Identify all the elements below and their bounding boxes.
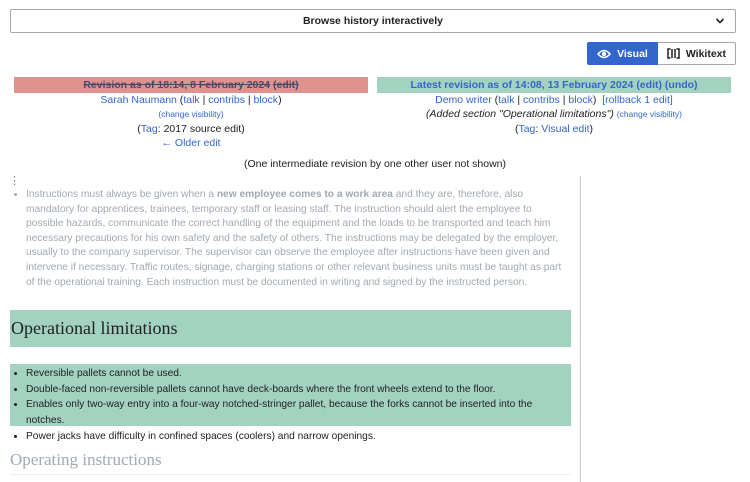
diff-divider bbox=[580, 176, 581, 482]
added-list-item: • Power jacks have difficulty in confined spaces (coolers) and narrow openings. bbox=[26, 429, 571, 445]
diff-content bbox=[10, 188, 571, 469]
added-section-heading: Operational limitations bbox=[10, 310, 571, 347]
context-section-heading: Operating instructions bbox=[10, 450, 571, 475]
edit-summary: (Added section "Operational limitations") bbox=[426, 108, 614, 121]
intermediate-revision-note: (One intermediate revision by one other user not shown) bbox=[243, 158, 507, 170]
diff-mode-toggle bbox=[587, 42, 736, 65]
old-tag-link[interactable]: Tag bbox=[140, 122, 158, 135]
old-revision-header bbox=[14, 77, 368, 93]
wikitext-mode-button[interactable] bbox=[658, 42, 736, 65]
new-revision-undo-link[interactable]: (undo) bbox=[664, 79, 698, 91]
new-revision-edit-link[interactable]: (edit) bbox=[636, 79, 662, 91]
older-edit-link[interactable]: ← Older edit bbox=[161, 137, 221, 150]
new-change-visibility-link[interactable]: (change visibility) bbox=[616, 109, 682, 120]
old-revision-user-line: Sarah Naumann (talk | contribs | block) bbox=[100, 94, 282, 106]
old-revision-talk-link[interactable]: talk bbox=[183, 94, 200, 106]
new-revision-block-link[interactable]: block bbox=[568, 94, 593, 106]
eye-icon bbox=[597, 49, 611, 59]
visual-mode-label: Visual bbox=[617, 47, 648, 60]
new-revision-talk-link[interactable]: talk bbox=[498, 94, 515, 106]
old-revision-block-link[interactable]: block bbox=[253, 94, 279, 106]
added-list-item: • Double-faced non-reversible pallets cannot have deck-boards where the front wheels extend to the floor. bbox=[26, 382, 571, 398]
brackets-icon bbox=[667, 48, 680, 59]
older-edit-line bbox=[14, 136, 368, 150]
more-context-icon[interactable]: ⋮ bbox=[9, 175, 20, 187]
rollback-link[interactable]: [rollback 1 edit] bbox=[602, 94, 673, 106]
old-revision-link[interactable]: Revision as of 18:14, 8 February 2024 bbox=[83, 79, 271, 91]
old-change-visibility-link[interactable]: (change visibility) bbox=[158, 109, 224, 120]
old-revision-contribs-link[interactable]: contribs bbox=[208, 94, 245, 106]
new-revision-tag-line: (Tag: Visual edit) bbox=[514, 122, 594, 135]
added-list-item: • Reversible pallets cannot be used. bbox=[26, 366, 571, 382]
new-tag-link[interactable]: Tag bbox=[518, 122, 536, 135]
added-list-item: • Enables only two-way entry into a four-way notched-stringer pallet, because the forks cannot be inserted into the notches. bbox=[26, 397, 571, 428]
old-revision-user-link[interactable]: Sarah Naumann bbox=[100, 94, 177, 106]
new-revision-link[interactable]: Latest revision as of 14:08, 13 February 2024 bbox=[410, 79, 634, 91]
new-revision-info bbox=[377, 77, 731, 136]
old-tag-value: : 2017 source edit) bbox=[157, 122, 245, 135]
context-list bbox=[10, 188, 571, 290]
old-revision-edit-link[interactable]: (edit) bbox=[273, 79, 299, 91]
browse-history-label: Browse history interactively bbox=[302, 15, 444, 27]
context-bold-text: new employee comes to a work area bbox=[216, 189, 393, 200]
new-revision-header bbox=[377, 77, 731, 93]
context-text-start: Instructions must always be given when a bbox=[26, 189, 217, 200]
old-revision-visibility-line bbox=[14, 107, 368, 121]
new-tag-value-link[interactable]: Visual edit bbox=[541, 122, 590, 135]
old-revision-info bbox=[14, 77, 368, 151]
chevron-down-icon bbox=[715, 16, 725, 26]
wikitext-mode-label: Wikitext bbox=[685, 47, 726, 60]
context-text-end: and they are, therefore, also mandatory for apprentices, trainees, temporary staff or leasing staff. The instruction should alert the employee to possible hazards, communicate the correct handling of the equipment and the loads to be transported and teach him necessary precautions for his own safety and the safety of others. The instructions may be delegated by the employer, usually to the company supervisor. The supervisor can observe the employee after instructions have been given and intervene if necessary. Traffic routes, signage, charging stations or other relevant business units must be taught as part of the operational training. Each instruction must be documented in writing and signed by the instructed person. bbox=[26, 189, 562, 288]
visual-mode-button[interactable] bbox=[587, 42, 658, 65]
new-revision-contribs-link[interactable]: contribs bbox=[523, 94, 560, 106]
added-list bbox=[10, 364, 571, 442]
context-list-item bbox=[26, 188, 571, 290]
new-revision-summary-line bbox=[377, 107, 731, 121]
old-revision-tag-line bbox=[14, 122, 368, 136]
old-tag-open: ( bbox=[137, 122, 141, 135]
browse-history-button[interactable] bbox=[10, 9, 736, 33]
new-revision-user-line: Demo writer (talk | contribs | block) [rollback 1 edit] bbox=[435, 94, 673, 106]
new-revision-user-link[interactable]: Demo writer bbox=[435, 94, 492, 106]
